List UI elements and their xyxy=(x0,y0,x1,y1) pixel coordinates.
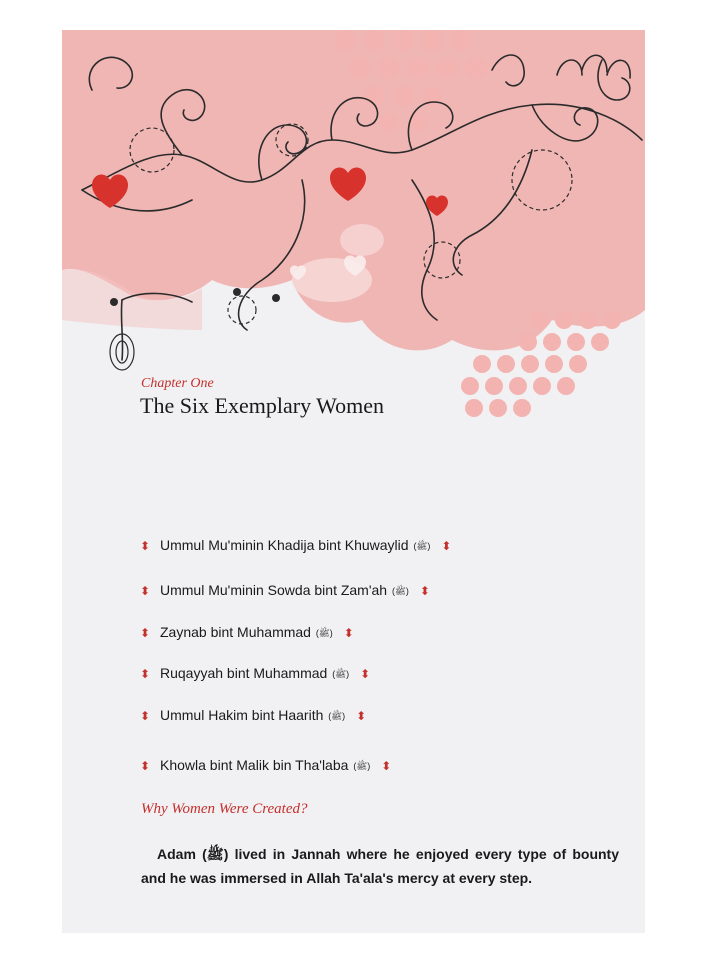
chapter-label: Chapter One xyxy=(141,376,214,391)
bullet-icon: ⬍ xyxy=(140,667,151,681)
woman-name: Ruqayyah bint Muhammad xyxy=(160,665,328,681)
woman-name: Ummul Mu'minin Sowda bint Zam'ah xyxy=(160,582,388,598)
section-heading: Why Women Were Created? xyxy=(141,801,308,817)
bullet-icon: ⬍ xyxy=(441,539,452,553)
chapter-title: The Six Exemplary Women xyxy=(140,393,385,418)
honorific-icon: (ﷺ) xyxy=(332,669,350,679)
woman-name: Zaynab bint Muhammad xyxy=(160,624,311,640)
bullet-icon: ⬍ xyxy=(343,626,354,640)
book-page xyxy=(62,30,645,933)
list-item xyxy=(140,622,354,642)
bullet-icon: ⬍ xyxy=(140,709,151,723)
body-paragraph: Adam (ﷺ) lived in Jannah where he enjoyed every type of bounty and he was immersed in Allah Ta'ala's mercy at every step. xyxy=(141,846,619,886)
woman-name: Ummul Mu'minin Khadija bint Khuwaylid xyxy=(160,537,409,553)
bullet-icon: ⬍ xyxy=(419,584,430,598)
list-item xyxy=(140,535,451,555)
woman-name: Khowla bint Malik bin Tha'laba xyxy=(160,757,349,773)
list-item xyxy=(140,580,430,600)
bullet-icon: ⬍ xyxy=(140,626,151,640)
woman-name: Ummul Hakim bint Haarith xyxy=(160,707,324,723)
bullet-icon: ⬍ xyxy=(381,759,392,773)
reverse-page-bleed xyxy=(82,140,625,159)
list-item xyxy=(140,705,366,725)
bullet-icon: ⬍ xyxy=(140,759,151,773)
bullet-icon: ⬍ xyxy=(356,709,367,723)
bullet-icon: ⬍ xyxy=(140,539,151,553)
list-item xyxy=(140,755,391,775)
honorific-icon: (ﷺ) xyxy=(315,628,333,638)
honorific-icon: (ﷺ) xyxy=(353,761,371,771)
bullet-icon: ⬍ xyxy=(140,584,151,598)
honorific-icon: (ﷺ) xyxy=(413,541,431,551)
list-item xyxy=(140,663,370,683)
cloud-shape xyxy=(340,224,384,256)
honorific-icon: (ﷺ) xyxy=(328,711,346,721)
honorific-icon: (ﷺ) xyxy=(391,586,409,596)
bullet-icon: ⬍ xyxy=(360,667,371,681)
